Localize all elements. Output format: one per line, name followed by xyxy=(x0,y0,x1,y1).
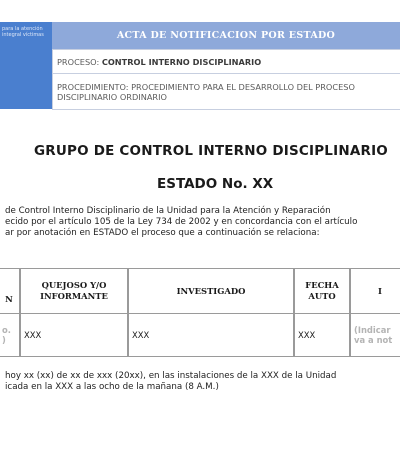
intro-paragraph xyxy=(0,206,400,239)
intro-line-1: de Control Interno Disciplinario de la Unidad para la Atención y Reparación xyxy=(5,206,331,216)
header-cell-n: N xyxy=(0,268,20,314)
closing-line-1: hoy xx (xx) de xx de xxx (20xx), en las instalaciones de la XXX de la Unidad xyxy=(5,371,337,381)
logo-text: para la atención integral víctimas xyxy=(2,26,44,38)
row-cell-no: o. ) xyxy=(0,313,20,357)
procedimiento-line-1: PROCEDIMIENTO: PROCEDIMIENTO PARA EL DESARROLLO DEL PROCESO xyxy=(57,82,355,92)
row-cell-quejoso: XXX xyxy=(20,313,128,357)
proceso-label: PROCESO: xyxy=(57,57,100,67)
row-cell-extra: (Indicar va a not xyxy=(350,313,400,357)
header-cell-extra: I xyxy=(350,268,400,314)
document-subtitle: ESTADO No. XX xyxy=(157,176,274,192)
header-cell-quejoso: QUEJOSO Y/O INFORMANTE xyxy=(20,268,128,314)
proceso-value: CONTROL INTERNO DISCIPLINARIO xyxy=(101,57,262,67)
acta-title: ACTA DE NOTIFICACION POR ESTADO xyxy=(52,22,400,49)
closing-line-2: icada en la XXX a las ocho de la mañana (8 A.M.) xyxy=(5,382,219,392)
row-cell-fecha-auto: XXX xyxy=(294,313,350,357)
intro-line-3: ar por anotación en ESTADO el proceso que a continuación se relaciona: xyxy=(5,228,320,238)
proceso-row xyxy=(52,49,400,74)
document-title: GRUPO DE CONTROL INTERNO DISCIPLINARIO xyxy=(34,143,388,159)
procedimiento-line-2: DISCIPLINARIO ORDINARIO xyxy=(57,92,167,102)
row-cell-investigado: XXX xyxy=(128,313,294,357)
intro-line-2: ecido por el artículo 105 de la Ley 734 de 2002 y en concordancia con el artículo xyxy=(5,217,358,227)
closing-paragraph xyxy=(5,371,336,393)
header-cell-fecha-auto: FECHA AUTO xyxy=(294,268,350,314)
header-cell-investigado: INVESTIGADO xyxy=(128,268,294,314)
procedimiento-row xyxy=(52,74,400,110)
